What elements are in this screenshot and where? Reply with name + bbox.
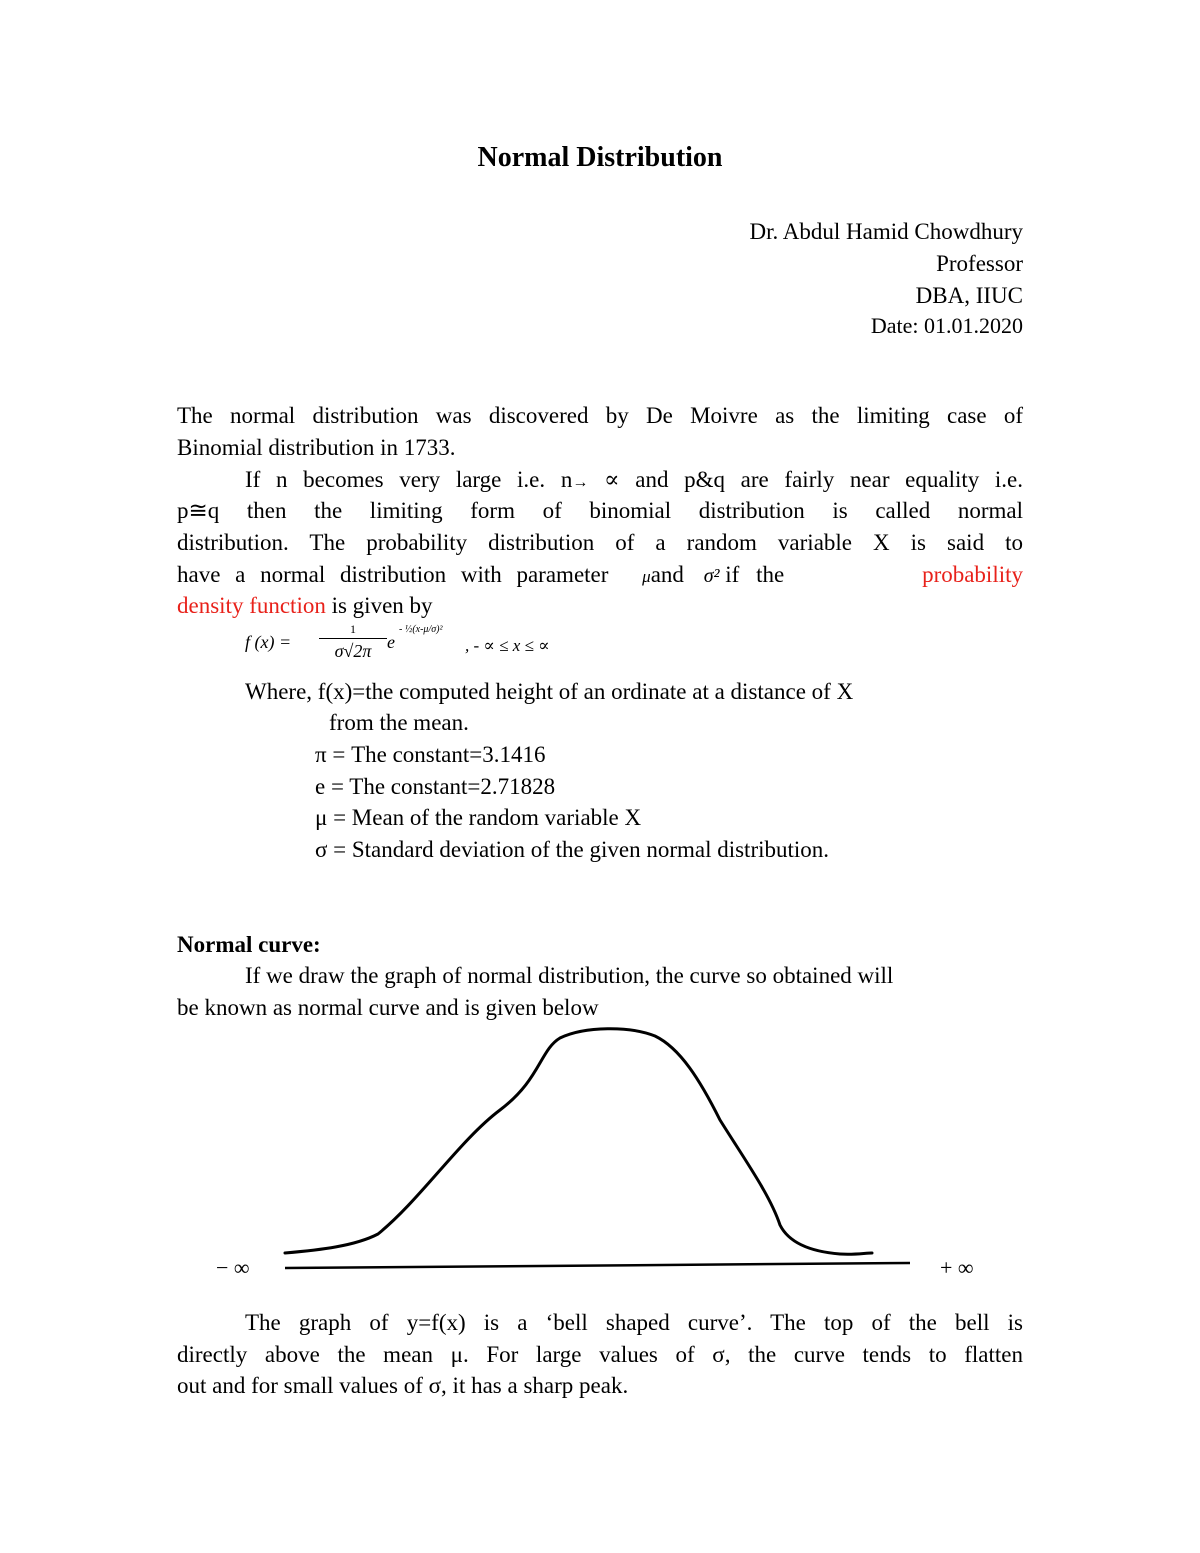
mu-definition: μ = Mean of the random variable X: [315, 805, 642, 830]
intro-line-6: [177, 559, 1023, 593]
conclusion-line-3: out and for small values of σ, it has a sharp peak.: [177, 1373, 629, 1398]
arrow-symbol: →: [572, 474, 589, 491]
x-axis-line: [285, 1263, 910, 1268]
formula-exponent: - ½(x-μ/σ)²: [399, 624, 443, 635]
author-position: Professor: [936, 251, 1023, 276]
formula-fraction: [319, 622, 387, 661]
intro-line-5: distribution. The probability distribution of a random variable X is said to: [177, 530, 1023, 555]
fraction-bar: [319, 638, 387, 639]
and-word: and: [650, 562, 684, 587]
formula-lhs: f (x) =: [245, 632, 292, 652]
bell-curve: [285, 1029, 872, 1255]
author-name: Dr. Abdul Hamid Chowdhury: [749, 219, 1023, 244]
intro-line-7: [177, 590, 1023, 622]
bell-curve-figure: [0, 1020, 1200, 1290]
density-function-link-text: density function: [177, 593, 326, 618]
intro-line-3-text-2: and p&q are fairly near equality i.e.: [635, 467, 1024, 492]
normal-curve-heading: Normal curve:: [177, 932, 321, 957]
intro-line-4-text: q then the limiting form of binomial distribution is called normal: [207, 498, 1023, 523]
normal-curve-line-1: If we draw the graph of normal distribution, the curve so obtained will: [245, 963, 894, 988]
intro-line-3: [245, 464, 1023, 499]
formula-numerator: 1: [350, 622, 356, 636]
intro-line-7-text: is given by: [325, 593, 433, 618]
p-symbol: p: [177, 498, 189, 523]
intro-line-4: [177, 495, 1023, 527]
page-title: Normal Distribution: [477, 142, 723, 173]
mu-symbol: μ: [642, 567, 651, 586]
approx-symbol: ≅: [188, 498, 208, 523]
where-continuation: from the mean.: [329, 710, 469, 735]
intro-line-3-text: If n becomes very large i.e. n: [245, 467, 573, 492]
e-definition: e = The constant=2.71828: [315, 774, 556, 799]
normal-curve-line-2: be known as normal curve and is given below: [177, 995, 599, 1020]
conclusion-line-1: The graph of y=f(x) is a ‘bell shaped curve’. The top of the bell is: [245, 1310, 1023, 1335]
negative-infinity-label: − ∞: [216, 1255, 250, 1280]
formula-denominator: σ√2π: [334, 641, 372, 661]
sigma-definition: σ = Standard deviation of the given normal distribution.: [315, 837, 830, 862]
positive-infinity-label: + ∞: [940, 1255, 974, 1280]
intro-line-2: Binomial distribution in 1733.: [177, 435, 456, 460]
sigma-squared-symbol: σ²: [703, 565, 720, 587]
formula-exp-base: e: [387, 632, 395, 652]
formula-range: , - ∝ ≤ x ≤ ∝: [465, 636, 550, 655]
infinity-symbol: ∝: [604, 467, 620, 492]
intro-line-1: The normal distribution was discovered by De Moivre as the limiting case of: [177, 403, 1023, 428]
conclusion-line-2: directly above the mean μ. For large values of σ, the curve tends to flatten: [177, 1342, 1023, 1367]
where-line: Where, f(x)=the computed height of an ordinate at a distance of X: [245, 679, 854, 704]
document-date: Date: 01.01.2020: [870, 313, 1023, 338]
if-the-text: if the: [725, 562, 785, 587]
author-affiliation: DBA, IIUC: [915, 283, 1023, 308]
pi-definition: π = The constant=3.1416: [315, 742, 546, 767]
intro-line-6-text: have a normal distribution with parameter: [177, 562, 609, 587]
probability-link-text: probability: [922, 562, 1023, 587]
